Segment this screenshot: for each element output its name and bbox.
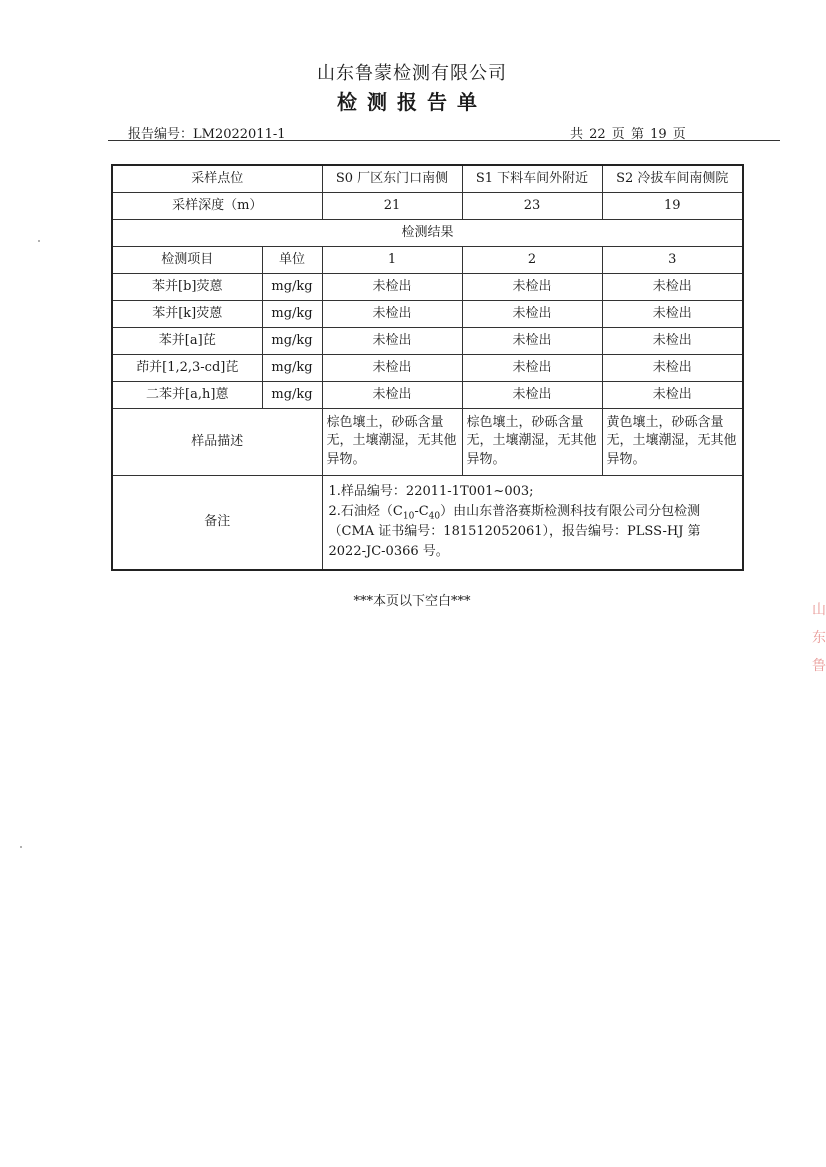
- result-value: 未检出: [322, 354, 462, 381]
- stamp-fragment: [812, 596, 826, 680]
- site-row: [112, 165, 743, 192]
- result-value: 未检出: [602, 327, 743, 354]
- results-table: [111, 164, 744, 571]
- column-header-row: [112, 246, 743, 273]
- item-unit: mg/kg: [262, 327, 322, 354]
- subscript-10: 10: [402, 511, 415, 522]
- depth-s1: 23: [462, 192, 602, 219]
- item-unit: mg/kg: [262, 273, 322, 300]
- desc-label: 样品描述: [112, 408, 322, 475]
- table-row: [112, 381, 743, 408]
- blank-below-notice: ***本页以下空白***: [353, 594, 471, 609]
- table-row: [112, 300, 743, 327]
- site-s0: S0 厂区东门口南侧: [322, 165, 462, 192]
- report-number: 报告编号：LM2022011-1: [128, 127, 286, 142]
- stamp-text: 山 东 鲁: [812, 602, 826, 674]
- notes-row: [112, 475, 743, 570]
- note2-part-c: ）由山东普洛赛斯检测科技有限公司分包检测（CMA 证书编号：181512052061），报告编号：PLSS-HJ 第 2022-JC-0366 号。: [328, 504, 701, 559]
- result-value: 未检出: [462, 273, 602, 300]
- result-value: 未检出: [602, 273, 743, 300]
- item-name: 苯并[a]芘: [112, 327, 262, 354]
- result-value: 未检出: [602, 300, 743, 327]
- result-value: 未检出: [602, 381, 743, 408]
- page-info: 共 22 页 第 19 页: [570, 127, 686, 142]
- results-label: 检测结果: [112, 219, 743, 246]
- result-value: 未检出: [462, 381, 602, 408]
- col-num-2: 2: [462, 246, 602, 273]
- site-s2: S2 冷拔车间南侧院: [602, 165, 743, 192]
- item-unit: mg/kg: [262, 354, 322, 381]
- item-name: 茚并[1,2,3-cd]芘: [112, 354, 262, 381]
- company-name: 山东鲁蒙检测有限公司: [317, 63, 507, 84]
- item-unit: mg/kg: [262, 300, 322, 327]
- note-subcontract: [329, 502, 737, 562]
- report-title: 检测报告单: [337, 90, 487, 114]
- depth-s0: 21: [322, 192, 462, 219]
- result-value: 未检出: [322, 273, 462, 300]
- col-num-3: 3: [602, 246, 743, 273]
- results-header-row: [112, 219, 743, 246]
- result-value: 未检出: [322, 300, 462, 327]
- description-row: [112, 408, 743, 475]
- result-value: 未检出: [462, 327, 602, 354]
- depth-row: [112, 192, 743, 219]
- site-label: 采样点位: [112, 165, 322, 192]
- notes-content: [322, 475, 743, 570]
- note-sample-ids: 1.样品编号：22011-1T001~003;: [328, 484, 534, 499]
- note2-part-a: 2.石油烃（C: [328, 504, 403, 519]
- col-unit-header: 单位: [262, 246, 322, 273]
- note2-part-b: -C: [414, 504, 429, 519]
- result-value: 未检出: [602, 354, 743, 381]
- table-row: [112, 327, 743, 354]
- result-value: 未检出: [462, 354, 602, 381]
- item-unit: mg/kg: [262, 381, 322, 408]
- scan-speck: [20, 846, 22, 848]
- depth-label: 采样深度（m）: [112, 192, 322, 219]
- depth-s2: 19: [602, 192, 743, 219]
- table-row: [112, 273, 743, 300]
- site-s1: S1 下料车间外附近: [462, 165, 602, 192]
- item-name: 苯并[b]荧蒽: [112, 273, 262, 300]
- item-name: 二苯并[a,h]蒽: [112, 381, 262, 408]
- desc-s0: 棕色壤土，砂砾含量无，土壤潮湿，无其他异物。: [322, 408, 462, 475]
- header-rule: [108, 140, 780, 141]
- result-value: 未检出: [462, 300, 602, 327]
- desc-s1: 棕色壤土，砂砾含量无，土壤潮湿，无其他异物。: [462, 408, 602, 475]
- result-value: 未检出: [322, 381, 462, 408]
- subscript-40: 40: [428, 511, 441, 522]
- col-item-header: 检测项目: [112, 246, 262, 273]
- notes-label: 备注: [112, 475, 322, 570]
- item-name: 苯并[k]荧蒽: [112, 300, 262, 327]
- table-row: [112, 354, 743, 381]
- desc-s2: 黄色壤土，砂砾含量无，土壤潮湿，无其他异物。: [602, 408, 743, 475]
- scan-speck: [38, 240, 40, 242]
- col-num-1: 1: [322, 246, 462, 273]
- result-value: 未检出: [322, 327, 462, 354]
